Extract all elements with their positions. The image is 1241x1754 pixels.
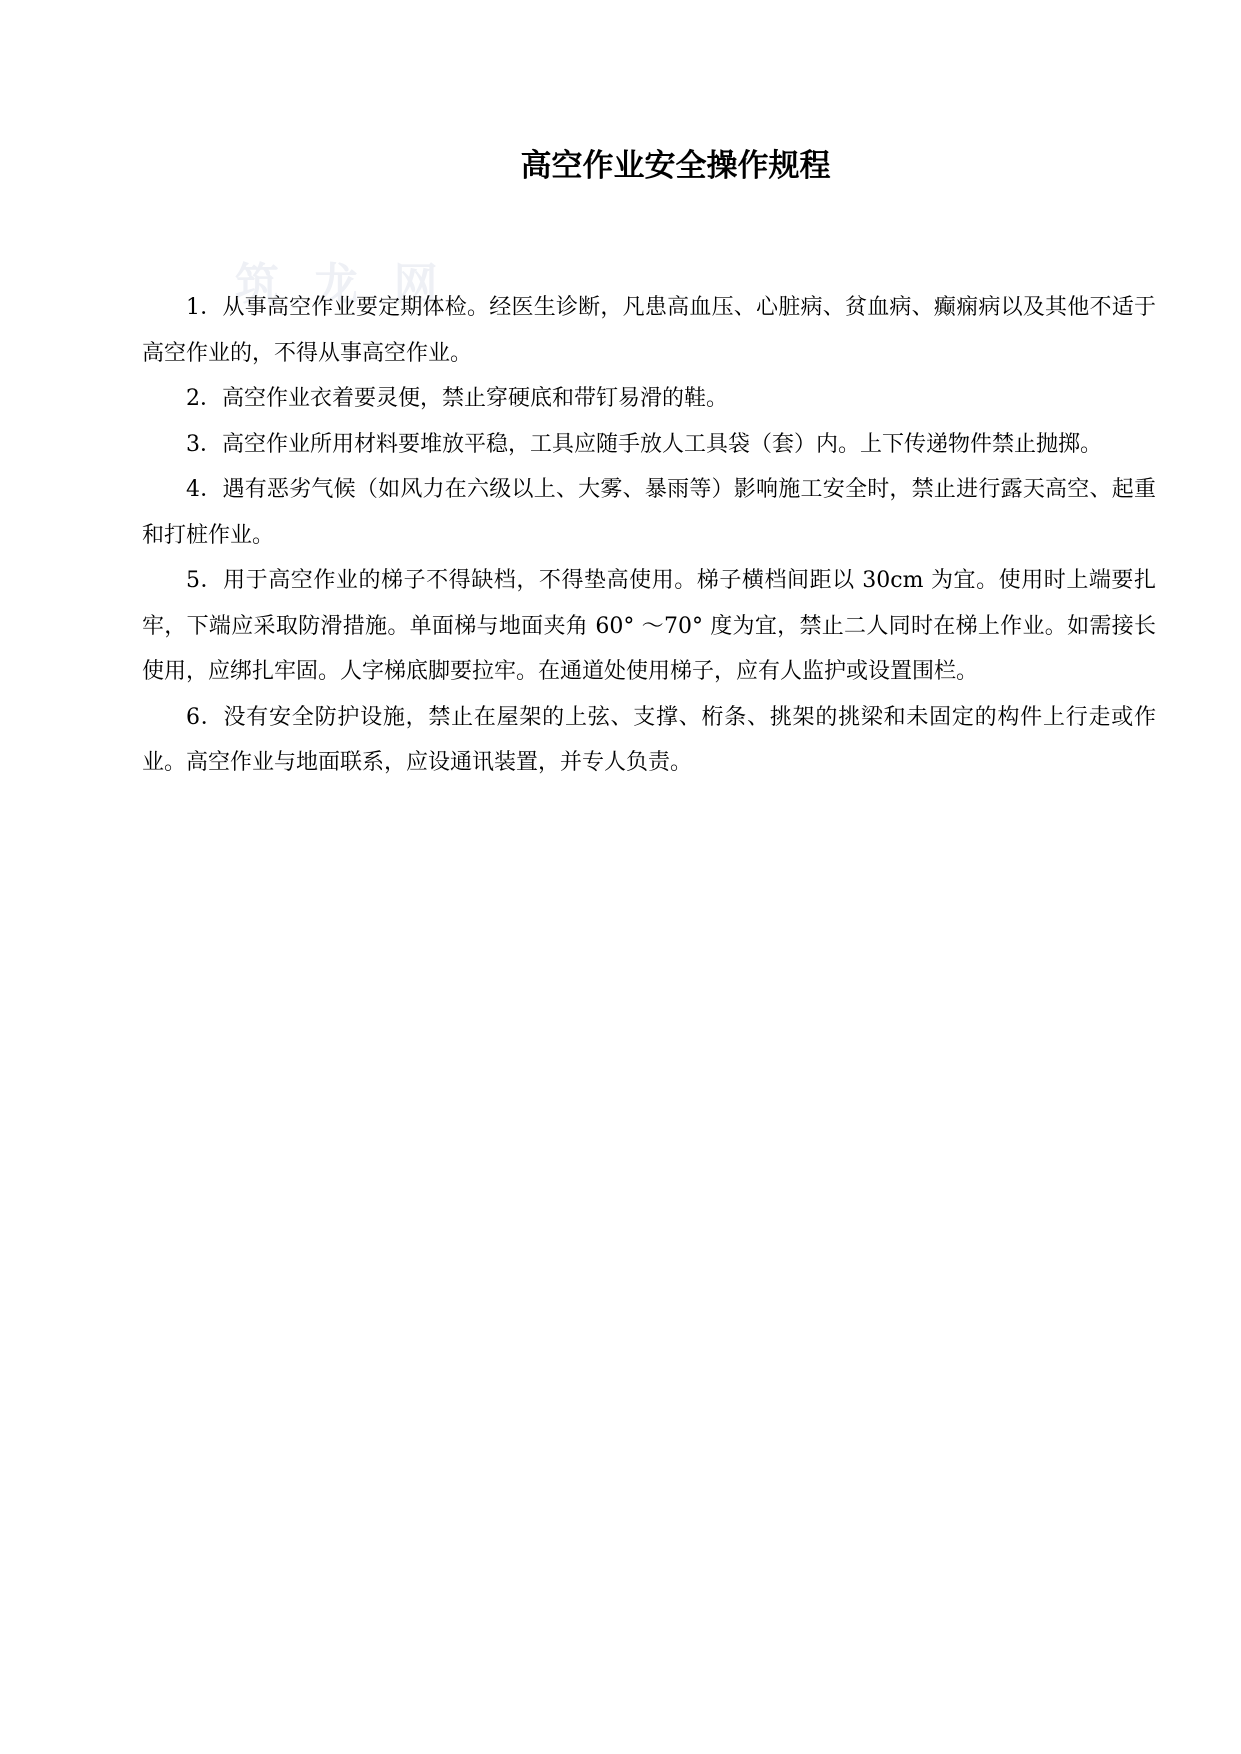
watermark: 筑 龙 网 (235, 259, 448, 310)
document-body (142, 285, 1156, 786)
page-title: 高空作业安全操作规程 (520, 148, 831, 184)
rule-paragraph-2: 2．高空作业衣着要灵便，禁止穿硬底和带钉易滑的鞋。 (186, 386, 728, 411)
rule-paragraph-3: 3．高空作业所用材料要堆放平稳，工具应随手放人工具袋（套）内。上下传递物件禁止抛掷。 (186, 431, 1103, 457)
rule-paragraph-4: 4．遇有恶劣气候（如风力在六级以上、大雾、暴雨等）影响施工安全时，禁止进行露天高空、起重和打桩作业。 (142, 477, 1156, 548)
rule-paragraph-6: 6．没有安全防护设施，禁止在屋架的上弦、支撑、桁条、挑架的挑梁和未固定的构件上行走或作业。高空作业与地面联系，应设通讯装置，并专人负责。 (142, 704, 1156, 775)
rule-paragraph-1: 1．从事高空作业要定期体检。经医生诊断，凡患高血压、心脏病、贫血病、癫痫病以及其他不适于高空作业的，不得从事高空作业。 (142, 295, 1156, 366)
rule-paragraph-5: 5．用于高空作业的梯子不得缺档，不得垫高使用。梯子横档间距以 30cm 为宜。使用时上端要扎牢，下端应采取防滑措施。单面梯与地面夹角 60° ～70° 度为宜，禁止二人同时在梯上作业。如需接长使用，应绑扎牢固。人字梯底脚要拉牢。在通道处使用梯子，应有人监护或设置围栏。 (142, 568, 1156, 684)
